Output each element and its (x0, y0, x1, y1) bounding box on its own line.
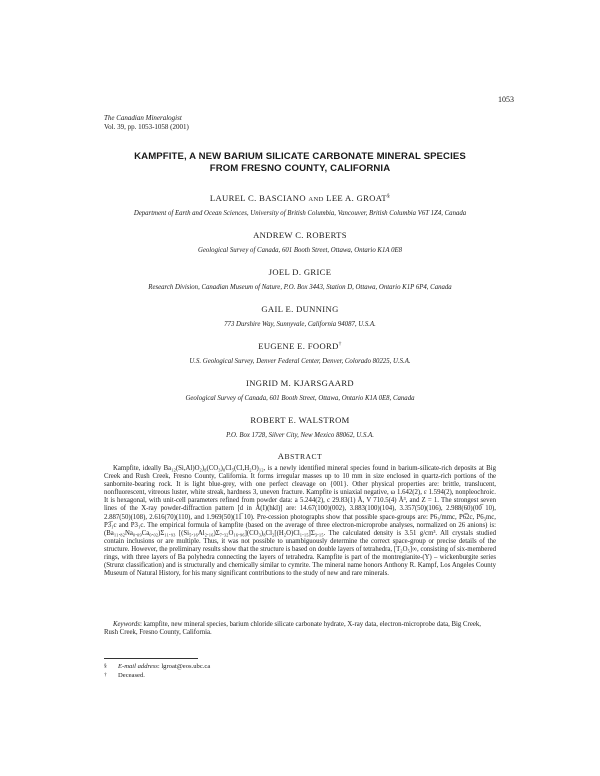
author-names (0, 341, 600, 351)
footnote-mark: † (104, 672, 107, 679)
author-affiliation: Department of Earth and Ocean Sciences, University of British Columbia, Vancouver, British Columbia V6T 1Z4, Canada (133, 210, 467, 217)
title-line-2: FROM FRESNO COUNTY, CALIFORNIA (209, 163, 391, 174)
footnote-text: : lgroat@eos.ubc.ca (157, 663, 211, 670)
author-name: JOEL D. GRICE (268, 267, 332, 277)
footnote-divider (104, 658, 198, 659)
author-affiliation: Research Division, Canadian Museum of Nature, P.O. Box 3443, Station D, Ottawa, Ontario K1P 6P4, Canada (148, 284, 452, 291)
keywords (104, 621, 496, 637)
author-affiliation: P.O. Box 1728, Silver City, New Mexico 88062, U.S.A. (226, 432, 374, 439)
author-block-6 (0, 378, 600, 402)
abstract-heading-rest: BSTRACT (284, 452, 323, 461)
author-name: ANDREW C. ROBERTS (253, 230, 347, 240)
author-footnote-mark: † (338, 341, 342, 348)
footnote-text: Deceased. (118, 672, 145, 680)
author-name: LAUREL C. BASCIANO (209, 193, 306, 203)
footnote-email (104, 662, 210, 671)
author-block-5 (0, 341, 600, 365)
journal-volume: Vol. 39, pp. 1053-1058 (2001) (104, 123, 189, 131)
author-name: LEE A. GROAT (326, 193, 387, 203)
footnote-label: E-mail address (118, 663, 158, 670)
journal-info (104, 114, 189, 132)
author-name: INGRID M. KJARSGAARD (246, 378, 354, 388)
author-conjunction: AND (308, 196, 324, 203)
journal-name: The Canadian Mineralogist (104, 114, 182, 122)
author-block-4 (0, 304, 600, 328)
author-affiliation: 773 Durshire Way, Sunnyvale, California 94087, U.S.A. (224, 321, 376, 328)
page-number: 1053 (498, 95, 514, 104)
author-block-7 (0, 415, 600, 439)
author-block-2 (0, 230, 600, 254)
keywords-label: Keywords (113, 621, 140, 628)
author-affiliation: Geological Survey of Canada, 601 Booth Street, Ottawa, Ontario K1A 0E8 (197, 247, 403, 254)
article-title (0, 151, 600, 175)
author-affiliation: U.S. Geological Survey, Denver Federal Center, Denver, Colorado 80225, U.S.A. (189, 358, 411, 365)
footnote-mark: § (104, 663, 107, 669)
author-block-1 (0, 193, 600, 217)
footnotes (104, 662, 210, 680)
keywords-paragraph (104, 621, 496, 637)
title-line-1: KAMPFITE, A NEW BARIUM SILICATE CARBONATE MINERAL SPECIES (134, 151, 466, 162)
author-name: ROBERT E. WALSTROM (250, 415, 350, 425)
author-footnote-mark: § (387, 193, 391, 200)
author-names (0, 193, 600, 203)
abstract-body (104, 465, 496, 578)
footnote-deceased (104, 671, 210, 680)
keywords-text: : kampfite, new mineral species, barium chloride silicate carbonate hydrate, X-ray data, electron-microprobe data, Big Creek, Rush Creek, Fresno County, California. (104, 621, 481, 637)
author-name: EUGENE E. FOORD (258, 341, 339, 351)
abstract-paragraph: Kampfite, ideally Ba₁₂(Si,Al)O₂)₈(CO₃)₈Cl₅(Cl,H₂O)₁₂, is a newly identified mineral species found in barium-silicate-rich deposits at Big Creek and Rush Creek, Fresno County, California. It forms irregular masses up to 10 mm in size enclosed in quartz-rich portions of the sanbornite-bearing rock. It is light blue-grey, with one perfect cleavage on {001}. Other physical properties are: brittle, translucent, nonfluorescent, vitreous luster, white streak, hardness 3, uneven fracture. Kampfite is uniaxial negative, ω 1.642(2), ε 1.594(2), nonpleochroic. It is hexagonal, with unit-cell parameters refined from powder data: a 5.244(2), c 29.83(1) Å, V 710.5(4) Å³, and Z = 1. The strongest seven lines of the X-ray powder-diffraction pattern [d in Å(I)(hkl)] are: 14.67(100)(002), 3.883(100)(104), 3.357(50)(106), 2.988(60)(00̅ 10), 2.887(50)(108), 2.616(70)(110), and 1.969(50)(11̅ 10). Pre-cession photographs show that possible space-groups are: P6₃/mmc, P6̅2c, P6₃mc, P3̅₁c and P3₁c. The empirical formula of kampfite (based on the average of three electron-microprobe analyses, normalized on 26 anions) is: (Ba₁₁.₈₂Na₀.₀₉Ca₀.₀₂)Σ₁₁.₉₃ [(Si₅.₁₆Al₂.₁₆)Σ₇.₃₂O₁₆.₉₆](CO₃)₈Cl₂[(H₂O)Cl₁.₁₅]Σ₃.₁₅. The calculated density is 3.51 g/cm³. All crystals studied contain inclusions or are multiple. Thus, it was not possible to unambiguously determine the correct space-group or precise details of the structure. However, the preliminary results show that the structure is based on double layers of tetrahedra, [T₂O₅]∞, consisting of six-membered rings, with three layers of Ba polyhedra connecting the layers of tetrahedra. Kampfite is part of the montregianite-(Y) – wickenburgite series (Strunz classification) and is structurally and chemically similar to cymrite. The mineral name honors Anthony R. Kampf, Los Angeles County Museum of Natural History, for his many significant contributions to the study of new and rare minerals. (104, 465, 496, 578)
abstract-heading-initial: A (277, 451, 285, 461)
abstract-heading (0, 451, 600, 461)
author-name: GAIL E. DUNNING (261, 304, 339, 314)
author-block-3 (0, 267, 600, 291)
author-affiliation: Geological Survey of Canada, 601 Booth Street, Ottawa, Ontario K1A 0E8, Canada (185, 395, 415, 402)
